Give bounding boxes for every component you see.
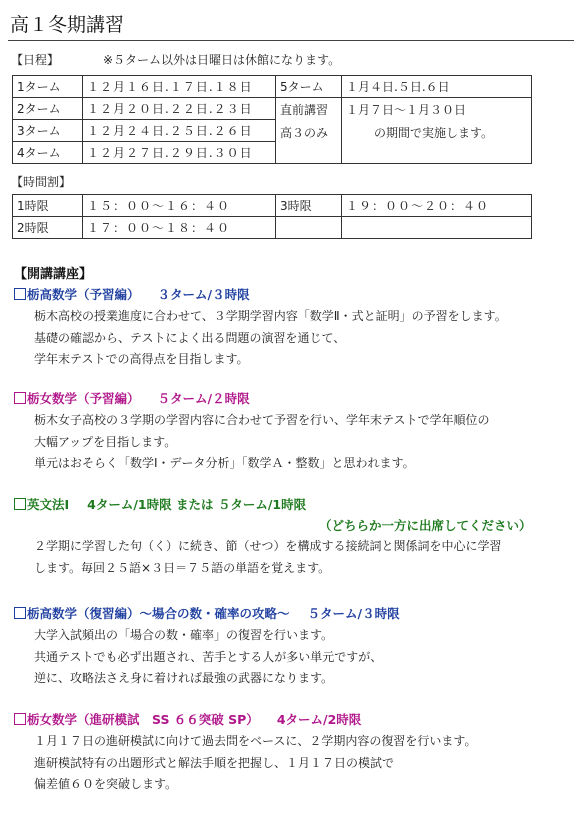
- course-description: [34, 625, 400, 690]
- period-cell: 3時限: [276, 195, 342, 217]
- schedule-row: [13, 76, 532, 98]
- special-text-2: の期間で実施します。: [374, 126, 494, 140]
- period-cell: 1時限: [13, 195, 83, 217]
- course-title: 栃高数学（復習編）〜場合の数・確率の攻略〜: [27, 606, 290, 621]
- checkbox-icon: [14, 607, 26, 619]
- course-heading: [14, 604, 400, 623]
- course-meta: 4ターム/2時限: [276, 712, 362, 727]
- timetable-row: [13, 195, 532, 217]
- checkbox-icon: [14, 288, 26, 300]
- special-label-1: 直前講習: [280, 103, 329, 117]
- course-heading: [14, 285, 507, 304]
- schedule-label: 【日程】: [11, 53, 60, 67]
- course-attendance-note: （どちらか一方に出席してください）: [319, 518, 532, 533]
- time-cell: １７：００〜１８：４０: [83, 217, 276, 239]
- course-line: ２学期に学習した句（く）に続き、節（せつ）を構成する接続詞と関係詞を中心に学習: [34, 539, 502, 553]
- term-cell: 3ターム: [13, 120, 83, 142]
- courses-heading: 【開講講座】: [14, 267, 93, 282]
- dates-cell: １２月２０日.２２日.２３日: [83, 98, 276, 120]
- course-line: 学年末テストでの高得点を目指します。: [34, 352, 249, 366]
- special-label-2: 高３のみ: [280, 126, 329, 140]
- course-line: 基礎の確認から、テストによく出る問題の演習を通じて、: [34, 330, 346, 345]
- period-cell: [276, 217, 342, 239]
- term-cell: 4ターム: [13, 142, 83, 164]
- course-meta: 4ターム/1時限 または ５ターム/1時限: [87, 497, 307, 512]
- schedule-row: [13, 98, 532, 120]
- special-text-cell: [342, 98, 532, 164]
- page-title: 高１冬期講習: [10, 14, 125, 36]
- timetable-table: [12, 194, 532, 239]
- course-block: [14, 604, 400, 690]
- schedule-note: ※５ターム以外は日曜日は休館になります。: [103, 53, 341, 67]
- special-text-1: １月７日〜１月３０日: [346, 103, 467, 117]
- course-line: １月１７日の進研模試に向けて過去問をベースに、２学期内容の復習を行います。: [34, 734, 477, 748]
- course-meta: ５ターム/３時限: [307, 606, 400, 621]
- timetable-row: [13, 217, 532, 239]
- time-cell: [342, 217, 532, 239]
- time-cell: １５：００〜１６：４０: [83, 195, 276, 217]
- course-meta: ５ターム/２時限: [157, 391, 250, 406]
- course-line: 単元はおそらく「数学Ⅰ・データ分析」「数学Ａ・整数」と思われます。: [34, 456, 415, 470]
- course-heading: [14, 389, 490, 408]
- checkbox-icon: [14, 392, 26, 404]
- checkbox-icon: [14, 498, 26, 510]
- checkbox-icon: [14, 713, 26, 725]
- special-label-cell: [276, 98, 342, 164]
- course-description: [34, 306, 507, 371]
- course-line: 栃木高校の授業進度に合わせて、３学期学習内容「数学Ⅱ・式と証明」の予習をします。: [34, 309, 507, 323]
- course-line: 大幅アップを目指します。: [34, 434, 177, 449]
- course-title: 栃女数学（進研模試 SS ６６突破 SP）: [27, 712, 259, 727]
- course-title: 栃女数学（予習編）: [27, 391, 140, 406]
- course-line: 逆に、攻略法さえ身に着ければ最強の武器になります。: [34, 671, 334, 685]
- term5-cell: 5ターム: [276, 76, 342, 98]
- title-divider: [8, 40, 574, 41]
- course-heading: [14, 495, 532, 514]
- course-description: [34, 410, 490, 475]
- course-line: 栃木女子高校の３学期の学習内容に合わせて予習を行い、学年末テストで学年順位の: [34, 413, 490, 427]
- term-cell: 2ターム: [13, 98, 83, 120]
- course-description: [34, 731, 476, 796]
- course-title: 栃高数学（予習編）: [27, 287, 140, 302]
- course-line: 共通テストでも必ず出題され、苦手とする人が多い単元ですが、: [34, 649, 383, 664]
- course-line: 進研模試特有の出題形式と解法手順を把握し、１月１７日の模試で: [34, 755, 395, 770]
- term-cell: 1ターム: [13, 76, 83, 98]
- course-title: 英文法Ⅰ: [27, 497, 70, 512]
- course-block: [14, 389, 490, 475]
- dates-cell: １２月１６日.１７日.１８日: [83, 76, 276, 98]
- dates-cell: １２月２７日.２９日.３０日: [83, 142, 276, 164]
- course-meta: ３ターム/３時限: [157, 287, 250, 302]
- course-block: [14, 495, 532, 579]
- time-cell: １９：００〜２０：４０: [342, 195, 532, 217]
- course-block: [14, 710, 476, 796]
- period-cell: 2時限: [13, 217, 83, 239]
- course-line: します。毎回２５語×３日＝７５語の単語を覚えます。: [34, 560, 331, 575]
- dates-cell: １２月２４日.２５日.２６日: [83, 120, 276, 142]
- course-line: 大学入試頻出の「場合の数・確率」の復習を行います。: [34, 628, 334, 642]
- timetable-label: 【時間割】: [11, 175, 72, 189]
- course-block: [14, 285, 507, 371]
- course-description: [34, 536, 532, 579]
- term5-dates-cell: １月４日.５日.６日: [342, 76, 532, 98]
- schedule-table: [12, 75, 532, 164]
- course-heading: [14, 710, 476, 729]
- course-line: 偏差値６０を突破します。: [34, 777, 178, 791]
